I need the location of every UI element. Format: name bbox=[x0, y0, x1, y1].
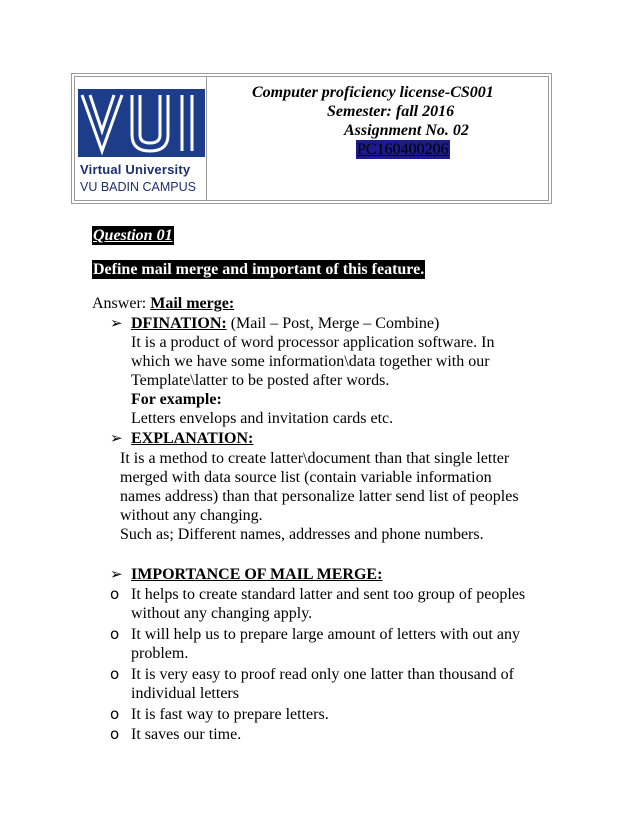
explanation-label: EXPLANATION: bbox=[131, 430, 254, 447]
answer-heading: Mail merge: bbox=[150, 295, 235, 312]
importance-item-cont: problem. bbox=[131, 645, 189, 662]
circle-bullet-icon: o bbox=[110, 725, 120, 743]
circle-bullet-icon: o bbox=[110, 665, 120, 683]
definition-label: DFINATION: bbox=[131, 315, 227, 332]
explanation-line: Such as; Different names, addresses and phone numbers. bbox=[120, 526, 484, 543]
importance-item: It will help us to prepare large amount of letters with out any bbox=[131, 626, 520, 643]
explanation-line: merged with data source list (contain variable information bbox=[120, 469, 492, 486]
student-id: PC160400206 bbox=[357, 141, 449, 158]
importance-item: It helps to create standard latter and sent too group of peoples bbox=[131, 586, 526, 603]
arrow-bullet-icon: ➢ bbox=[110, 429, 123, 447]
importance-item: It is very easy to proof read only one latter than thousand of bbox=[131, 666, 514, 683]
importance-label: IMPORTANCE OF MAIL MERGE: bbox=[131, 566, 383, 583]
circle-bullet-icon: o bbox=[110, 705, 120, 723]
definition-line: It is a product of word processor application software. In bbox=[131, 334, 495, 351]
arrow-bullet-icon: ➢ bbox=[110, 314, 123, 332]
example-text: Letters envelops and invitation cards etc. bbox=[131, 410, 394, 427]
university-logo bbox=[78, 89, 205, 197]
definition-line: Template\latter to be posted after words. bbox=[131, 372, 390, 389]
definition-heading bbox=[131, 314, 439, 333]
vu-logo-mark bbox=[78, 89, 205, 157]
header-table bbox=[71, 73, 552, 204]
importance-item: It saves our time. bbox=[131, 726, 242, 743]
definition-line: which we have some information\data together with our bbox=[131, 353, 490, 370]
importance-item-cont: individual letters bbox=[131, 685, 239, 702]
explanation-line: names address) than that personalize latter send list of peoples bbox=[120, 488, 519, 505]
question-title: Question 01 bbox=[93, 227, 173, 244]
example-label: For example: bbox=[131, 391, 222, 408]
definition-inline: (Mail – Post, Merge – Combine) bbox=[226, 315, 440, 332]
header-table-inner bbox=[74, 76, 549, 201]
explanation-line: without any changing. bbox=[120, 507, 263, 524]
logo-cell bbox=[75, 77, 207, 200]
course-title: Computer proficiency license-CS001 bbox=[252, 84, 494, 101]
assignment-number: Assignment No. 02 bbox=[344, 122, 469, 139]
logo-university-name: Virtual University bbox=[80, 162, 191, 177]
importance-item-cont: without any changing apply. bbox=[131, 605, 313, 622]
answer-heading-line bbox=[92, 294, 234, 313]
answer-prefix: Answer: bbox=[92, 295, 151, 312]
semester-label: Semester: fall 2016 bbox=[327, 103, 455, 120]
circle-bullet-icon: o bbox=[110, 585, 120, 603]
logo-campus-name: VU BADIN CAMPUS bbox=[80, 180, 196, 194]
importance-item: It is fast way to prepare letters. bbox=[131, 706, 329, 723]
circle-bullet-icon: o bbox=[110, 625, 120, 643]
question-text: Define mail merge and important of this feature. bbox=[93, 261, 425, 278]
explanation-line: It is a method to create latter\document than that single letter bbox=[120, 450, 510, 467]
arrow-bullet-icon: ➢ bbox=[110, 565, 123, 583]
